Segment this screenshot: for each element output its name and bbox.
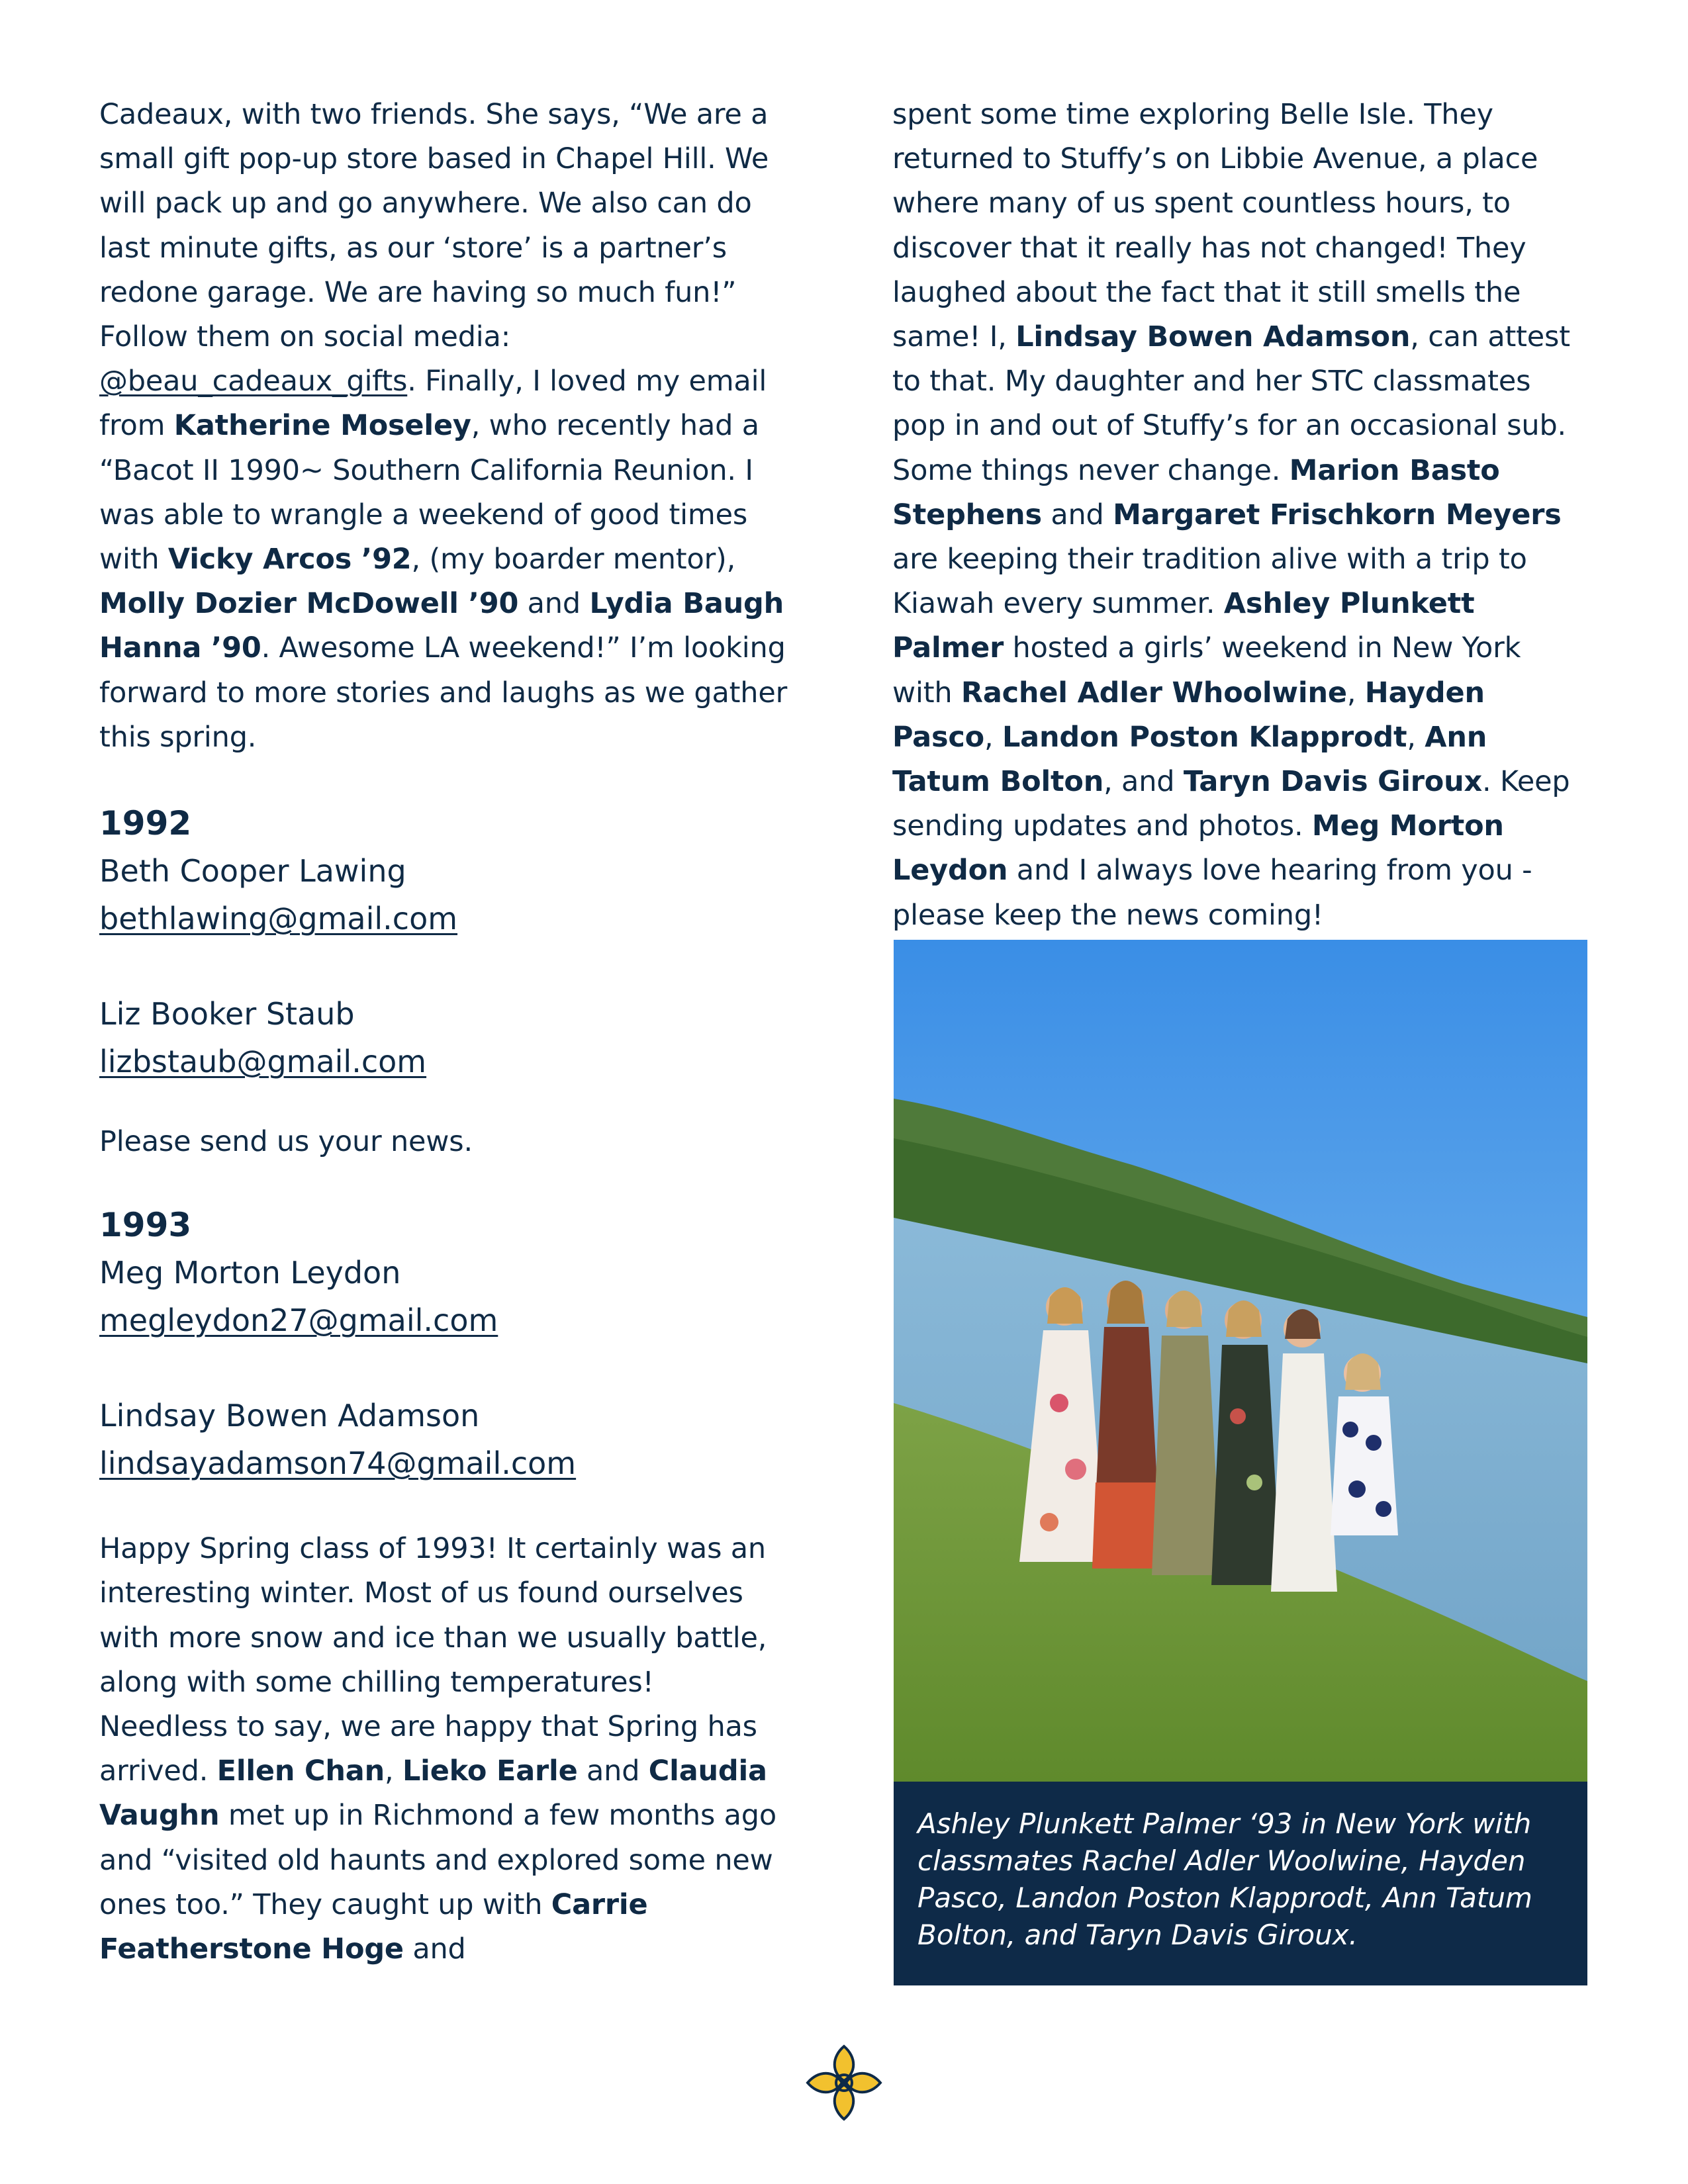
text-run: and xyxy=(403,1933,466,1966)
name-landon-poston-klapprodt: Landon Poston Klapprodt xyxy=(1002,720,1407,754)
continued-news-paragraph xyxy=(892,93,1587,938)
email-link[interactable]: lizbstaub@gmail.com xyxy=(99,1044,427,1080)
text-run: . Keep sending updates and photos. xyxy=(892,765,1570,843)
class-1993-section xyxy=(99,1201,788,1972)
text-run: , (my boarder mentor), xyxy=(411,543,736,576)
text-run: , xyxy=(385,1754,402,1788)
name-meg-morton-leydon: Meg Morton Leydon xyxy=(892,809,1504,887)
right-column xyxy=(892,93,1587,938)
name-marion-basto-stephens: Marion Basto Stephens xyxy=(892,453,1500,531)
name-rachel-adler-whoolwine: Rachel Adler Whoolwine xyxy=(961,676,1347,709)
text-run: , xyxy=(1407,720,1425,754)
name-katherine-moseley: Katherine Moseley xyxy=(173,409,471,443)
name-molly-dozier-mcdowell: Molly Dozier McDowell ’90 xyxy=(99,587,519,621)
name-hayden-pasco: Hayden Pasco xyxy=(892,676,1485,754)
text-run: hosted a girls’ weekend in New York with xyxy=(892,631,1521,709)
text-run: and xyxy=(577,1754,649,1788)
name-lieko-earle: Lieko Earle xyxy=(402,1754,578,1788)
text-run: and xyxy=(518,587,590,621)
text-run: , can attest to that. My daughter and her STC classmates pop in and out of Stuffy’s for an occasional sub. Some things never change. xyxy=(892,320,1570,487)
class-rep-name: Meg Morton Leydon xyxy=(99,1255,401,1291)
name-lydia-baugh-hanna: Lydia Baugh Hanna ’90 xyxy=(99,587,784,665)
class-rep-name: Lindsay Bowen Adamson xyxy=(99,1398,480,1434)
text-run: and I always love hearing from you - please keep the news coming! xyxy=(892,854,1532,932)
name-ellen-chan: Ellen Chan xyxy=(216,1754,385,1788)
text-run: , and xyxy=(1103,765,1184,799)
text-run: are keeping their tradition alive with a trip to Kiawah every summer. xyxy=(892,543,1527,621)
name-ann-tatum-bolton: Ann Tatum Bolton xyxy=(892,720,1487,799)
left-column xyxy=(99,93,788,1972)
class-rep-email xyxy=(99,895,788,942)
email-link[interactable]: bethlawing@gmail.com xyxy=(99,901,458,937)
quatrefoil-logo-icon xyxy=(805,2044,883,2122)
text-run: , who recently had a “Bacot II 1990~ Southern California Reunion. I was able to wrangle a weekend of good times with xyxy=(99,409,759,576)
name-taryn-davis-giroux: Taryn Davis Giroux xyxy=(1183,765,1483,799)
class-rep-email xyxy=(99,1297,788,1344)
name-vicky-arcos: Vicky Arcos ’92 xyxy=(167,543,412,576)
email-link[interactable]: lindsayadamson74@gmail.com xyxy=(99,1445,577,1482)
text-run: . Awesome LA weekend!” I’m looking forward to more stories and laughs as we gather this spring. xyxy=(99,631,788,754)
class-rep-name: Beth Cooper Lawing xyxy=(99,853,406,889)
text-run: Cadeaux, with two friends. She says, “We are a small gift pop-up store based in Chapel Hill. We will pack up and go anywhere. We also can do last minute gifts, as our ‘store’ is a partner’s redone garage. We are having so much fun!” Follow them on social media: xyxy=(99,98,769,354)
name-carrie-featherstone-hoge: Carrie Featherstone Hoge xyxy=(99,1888,648,1966)
name-lindsay-bowen-adamson: Lindsay Bowen Adamson xyxy=(1015,320,1411,354)
class-year-heading: 1993 xyxy=(99,1206,192,1245)
class-rep-email xyxy=(99,1439,788,1487)
text-run: . Finally, I loved my email from xyxy=(99,365,767,443)
class-news-paragraph xyxy=(99,1527,788,1972)
class-note: Please send us your news. xyxy=(99,1125,473,1159)
class-rep-name: Liz Booker Staub xyxy=(99,996,355,1032)
intro-paragraph xyxy=(99,93,788,760)
text-run: met up in Richmond a few months ago and “visited old haunts and explored some new ones too.” They caught up with xyxy=(99,1799,776,1921)
text-run: , xyxy=(1346,676,1365,709)
name-margaret-frischkorn-meyers: Margaret Frischkorn Meyers xyxy=(1113,498,1562,531)
class-1992-section xyxy=(99,799,788,1164)
photo-caption: Ashley Plunkett Palmer ‘93 in New York with classmates Rachel Adler Woolwine, Hayden Pasco, Landon Poston Klapprodt, Ann Tatum Bolton, and Taryn Davis Giroux. xyxy=(894,1782,1587,1985)
name-claudia-vaughn: Claudia Vaughn xyxy=(99,1754,767,1833)
text-run: spent some time exploring Belle Isle. They returned to Stuffy’s on Libbie Avenue, a place where many of us spent countless hours, to discover that it really has not changed! They laughed about the fact that it still smells the same! I, xyxy=(892,98,1538,354)
social-handle-link[interactable]: @beau_cadeaux_gifts xyxy=(99,365,408,398)
text-run: Happy Spring class of 1993! It certainly was an interesting winter. Most of us found ourselves with more snow and ice than we usually battle, along with some chilling temperatures! Needless to say, we are happy that Spring has arrived. xyxy=(99,1532,767,1788)
class-year-heading: 1992 xyxy=(99,804,192,843)
text-run: , xyxy=(984,720,1002,754)
group-photo xyxy=(894,940,1587,1782)
email-link[interactable]: megleydon27@gmail.com xyxy=(99,1302,498,1339)
text-run: and xyxy=(1041,498,1113,531)
class-rep-email xyxy=(99,1038,788,1085)
name-ashley-plunkett-palmer: Ashley Plunkett Palmer xyxy=(892,587,1475,665)
